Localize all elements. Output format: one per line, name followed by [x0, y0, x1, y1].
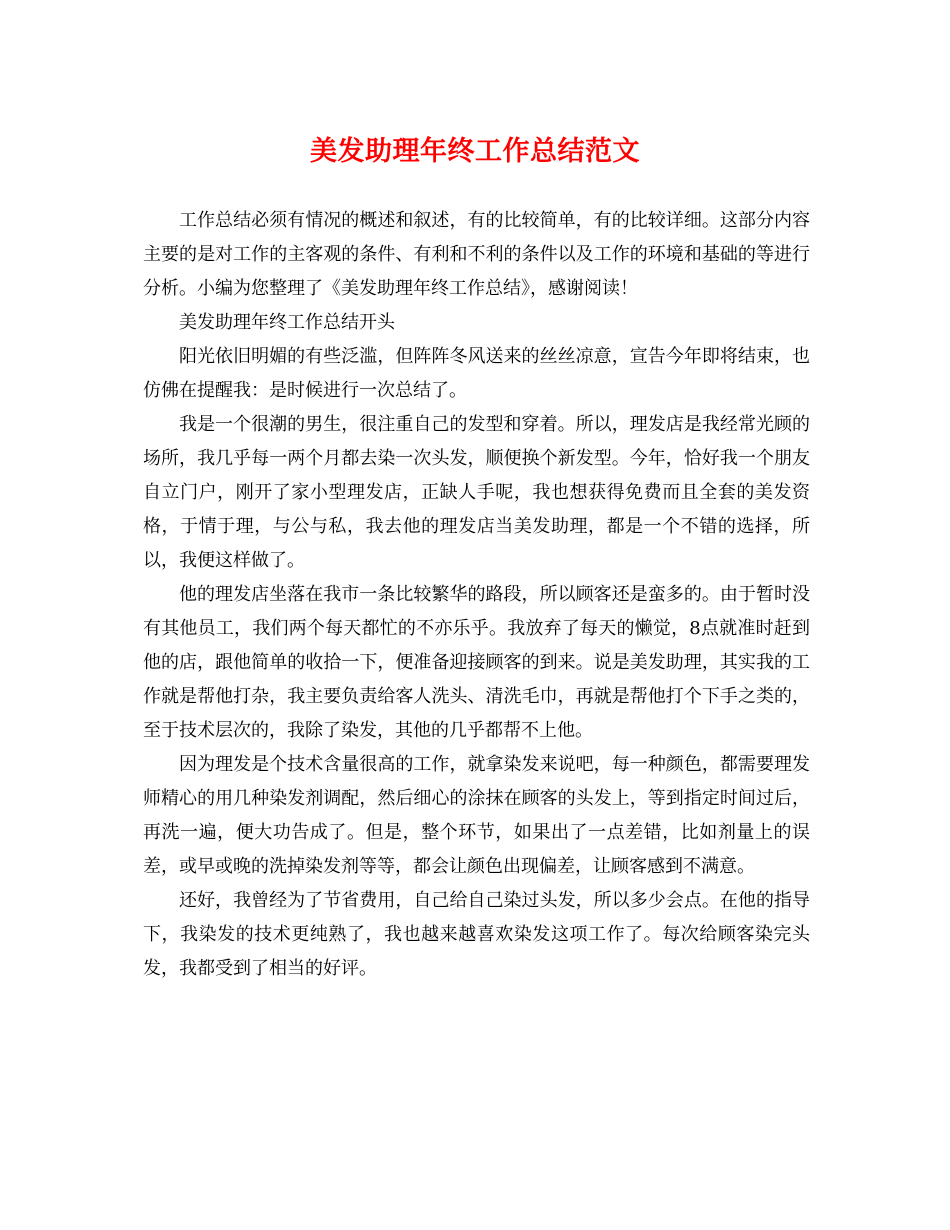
paragraph: 因为理发是个技术含量很高的工作，就拿染发来说吧，每一种颜色，都需要理发师精心的用几种染发剂调配，然后细心的涂抹在顾客的头发上，等到指定时间过后，再洗一遍，便大功告成了。但是，整个环节，如果出了一点差错，比如剂量上的误差，或早或晚的洗掉染发剂等等，都会让颜色出现偏差，让顾客感到不满意。 [143, 754, 810, 877]
paragraph: 我是一个很潮的男生，很注重自己的发型和穿着。所以，理发店是我经常光顾的场所，我几乎每一两个月都去染一次头发，顺便换个新发型。今年，恰好我一个朋友自立门户，刚开了家小型理发店，正缺人手呢，我也想获得免费而且全套的美发资格，于情于理，与公与私，我去他的理发店当美发助理，都是一个不错的选择，所以，我便这样做了。 [143, 414, 810, 571]
section-heading: 美发助理年终工作总结开头 [179, 312, 395, 333]
document-title: 美发助理年终工作总结范文 [310, 136, 640, 167]
document-body [143, 204, 810, 986]
paragraph-intro: 工作总结必须有情况的概述和叙述，有的比较简单，有的比较详细。这部分内容主要的是对工作的主客观的条件、有利和不利的条件以及工作的环境和基础的等进行分析。小编为您整理了《美发助理年终工作总结》，感谢阅读！ [143, 210, 810, 299]
paragraph: 还好，我曾经为了节省费用，自己给自己染过头发，所以多少会点。在他的指导下，我染发的技术更纯熟了，我也越来越喜欢染发这项工作了。每次给顾客染完头发，我都受到了相当的好评。 [143, 890, 810, 979]
paragraph: 他的理发店坐落在我市一条比较繁华的路段，所以顾客还是蛮多的。由于暂时没有其他员工，我们两个每天都忙的不亦乐乎。我放弃了每天的懒觉，8点就准时赶到他的店，跟他简单的收拾一下，便准备迎接顾客的到来。说是美发助理，其实我的工作就是帮他打杂，我主要负责给客人洗头、清洗毛巾，再就是帮他打个下手之类的，至于技术层次的，我除了染发，其他的几乎都帮不上他。 [143, 584, 810, 741]
paragraph: 阳光依旧明媚的有些泛滥，但阵阵冬风送来的丝丝凉意，宣告今年即将结束，也仿佛在提醒我：是时候进行一次总结了。 [143, 346, 810, 401]
